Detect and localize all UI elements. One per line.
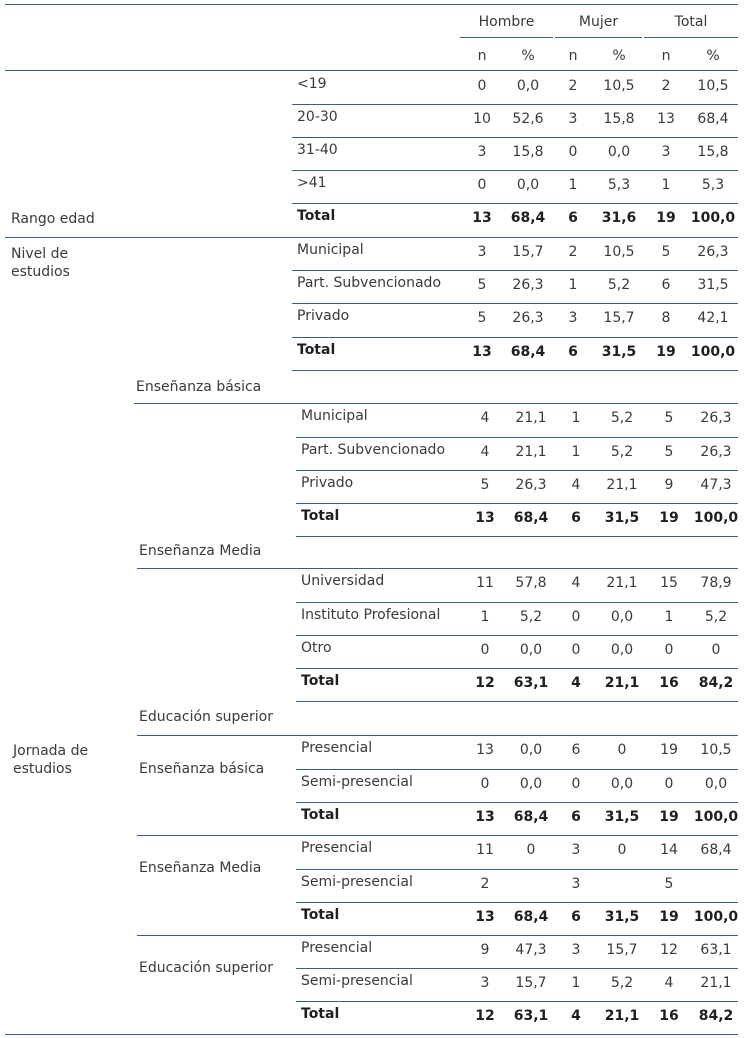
value-cell: 12 — [475, 675, 495, 691]
value-cell: 100,0 — [690, 210, 736, 226]
value-cell: 5 — [661, 244, 671, 260]
total-divider — [292, 370, 738, 371]
row-divider — [296, 869, 738, 870]
value-cell: 6 — [568, 210, 578, 226]
row-divider — [292, 203, 738, 204]
value-cell: 13 — [475, 909, 495, 925]
row-label: 31-40 — [297, 142, 338, 158]
value-cell: 15,8 — [697, 144, 729, 160]
value-cell: 0 — [477, 78, 487, 94]
total-label: Total — [297, 342, 336, 358]
row-divider — [296, 668, 738, 669]
subgroup-divider — [134, 403, 738, 404]
value-cell: 19 — [659, 909, 679, 925]
value-cell: 0,0 — [607, 144, 631, 160]
value-cell: 13 — [657, 111, 675, 127]
value-cell: 31,6 — [601, 210, 637, 226]
value-cell: 5,2 — [610, 444, 634, 460]
value-cell: 1 — [480, 609, 490, 625]
value-cell: 11 — [476, 842, 494, 858]
header-group-underline — [555, 37, 642, 38]
value-cell: 6 — [568, 344, 578, 360]
row-divider — [296, 602, 738, 603]
value-cell: 5 — [664, 876, 674, 892]
value-cell: 47,3 — [515, 942, 547, 958]
value-cell: 5,2 — [607, 277, 631, 293]
value-cell: 3 — [568, 310, 578, 326]
value-cell: 3 — [571, 842, 581, 858]
header-subcolumn: % — [521, 48, 535, 64]
value-cell: 42,1 — [697, 310, 729, 326]
value-cell: 68,4 — [513, 510, 549, 526]
value-cell: 31,5 — [604, 909, 640, 925]
value-cell: 5,2 — [610, 975, 634, 991]
value-cell: 13 — [472, 210, 492, 226]
row-label: Semi-presencial — [301, 973, 413, 989]
value-cell: 26,3 — [697, 244, 729, 260]
value-cell: 0 — [664, 642, 674, 658]
value-cell: 21,1 — [604, 1008, 640, 1024]
row-label: Municipal — [301, 408, 368, 424]
subgroup-label: Enseñanza Media — [139, 860, 262, 876]
value-cell: 1 — [664, 609, 674, 625]
value-cell: 3 — [477, 244, 487, 260]
value-cell: 84,2 — [698, 1008, 734, 1024]
value-cell: 5 — [664, 410, 674, 426]
value-cell: 9 — [664, 477, 674, 493]
section-label: Jornada de estudios — [13, 743, 89, 777]
value-cell: 5 — [664, 444, 674, 460]
row-label: Semi-presencial — [301, 874, 413, 890]
value-cell: 8 — [661, 310, 671, 326]
value-cell: 31,5 — [604, 510, 640, 526]
subgroup-label: Educación superior — [139, 709, 273, 725]
value-cell: 4 — [571, 675, 581, 691]
value-cell: 19 — [656, 344, 676, 360]
row-label: Otro — [301, 640, 332, 656]
value-cell: 68,4 — [510, 344, 546, 360]
value-cell: 4 — [664, 975, 674, 991]
row-label: Privado — [301, 475, 354, 491]
row-divider — [292, 337, 738, 338]
subgroup-divider — [137, 835, 738, 836]
value-cell: 14 — [660, 842, 678, 858]
subgroup-label: Educación superior — [139, 960, 273, 976]
row-divider — [296, 635, 738, 636]
value-cell: 68,4 — [700, 842, 732, 858]
row-divider — [296, 503, 738, 504]
value-cell: 0 — [568, 144, 578, 160]
value-cell: 0 — [526, 842, 536, 858]
header-group: Hombre — [478, 14, 535, 30]
value-cell: 13 — [476, 742, 494, 758]
value-cell: 3 — [571, 876, 581, 892]
total-label: Total — [301, 1006, 340, 1022]
value-cell: 3 — [568, 111, 578, 127]
value-cell: 21,1 — [700, 975, 732, 991]
total-divider — [296, 536, 738, 537]
value-cell: 10 — [473, 111, 491, 127]
value-cell: 47,3 — [700, 477, 732, 493]
value-cell: 5,2 — [610, 410, 634, 426]
value-cell: 15,7 — [603, 310, 635, 326]
value-cell: 13 — [472, 344, 492, 360]
value-cell: 0 — [617, 742, 627, 758]
value-cell: 0,0 — [610, 776, 634, 792]
value-cell: 4 — [480, 410, 490, 426]
header-group-underline — [644, 37, 738, 38]
value-cell: 2 — [661, 78, 671, 94]
value-cell: 10,5 — [700, 742, 732, 758]
value-cell: 68,4 — [697, 111, 729, 127]
value-cell: 4 — [480, 444, 490, 460]
value-cell: 5,3 — [607, 177, 631, 193]
row-divider — [296, 470, 738, 471]
value-cell: 6 — [661, 277, 671, 293]
value-cell: 31,5 — [697, 277, 729, 293]
value-cell: 52,6 — [512, 111, 544, 127]
value-cell: 6 — [571, 742, 581, 758]
row-label: Presencial — [301, 840, 373, 856]
value-cell: 16 — [659, 1008, 679, 1024]
row-divider — [296, 769, 738, 770]
value-cell: 5,3 — [701, 177, 725, 193]
row-divider — [292, 303, 738, 304]
row-divider — [296, 802, 738, 803]
value-cell: 100,0 — [690, 344, 736, 360]
value-cell: 3 — [477, 144, 487, 160]
value-cell: 19 — [656, 210, 676, 226]
total-label: Total — [301, 907, 340, 923]
value-cell: 57,8 — [515, 575, 547, 591]
value-cell: 16 — [659, 675, 679, 691]
subgroup-label: Enseñanza Media — [139, 543, 262, 559]
value-cell: 0 — [477, 177, 487, 193]
row-label: >41 — [297, 175, 327, 191]
value-cell: 63,1 — [513, 675, 549, 691]
table-top-border — [5, 4, 738, 5]
value-cell: 2 — [568, 78, 578, 94]
value-cell: 0 — [711, 642, 721, 658]
value-cell: 0 — [480, 776, 490, 792]
value-cell: 0,0 — [704, 776, 728, 792]
value-cell: 5 — [477, 310, 487, 326]
value-cell: 63,1 — [513, 1008, 549, 1024]
row-divider — [292, 104, 738, 105]
value-cell: 21,1 — [606, 575, 638, 591]
value-cell: 4 — [571, 575, 581, 591]
header-subcolumn: n — [477, 48, 487, 64]
header-subcolumn: % — [612, 48, 626, 64]
row-label: Universidad — [301, 573, 385, 589]
header-subcolumn: % — [706, 48, 720, 64]
row-divider — [292, 270, 738, 271]
section-label: Nivel de estudios — [11, 246, 70, 280]
row-label: Part. Subvencionado — [297, 275, 442, 291]
total-label: Total — [301, 807, 340, 823]
value-cell: 6 — [571, 909, 581, 925]
value-cell: 5 — [477, 277, 487, 293]
value-cell: 15 — [660, 575, 678, 591]
subgroup-label: Enseñanza básica — [139, 761, 265, 777]
value-cell: 26,3 — [700, 410, 732, 426]
value-cell: 15,8 — [512, 144, 544, 160]
value-cell: 0 — [571, 609, 581, 625]
total-divider — [5, 237, 738, 238]
value-cell: 0,0 — [519, 642, 543, 658]
value-cell: 1 — [568, 277, 578, 293]
header-group: Mujer — [578, 14, 619, 30]
value-cell: 31,5 — [601, 344, 637, 360]
row-divider — [296, 902, 738, 903]
value-cell: 68,4 — [510, 210, 546, 226]
value-cell: 100,0 — [693, 510, 739, 526]
value-cell: 68,4 — [513, 809, 549, 825]
value-cell: 19 — [659, 809, 679, 825]
value-cell: 13 — [475, 510, 495, 526]
header-bottom-border — [5, 70, 738, 71]
value-cell: 2 — [480, 876, 490, 892]
value-cell: 0 — [664, 776, 674, 792]
total-divider — [296, 701, 738, 702]
value-cell: 78,9 — [700, 575, 732, 591]
row-label: Privado — [297, 308, 350, 324]
value-cell: 1 — [568, 177, 578, 193]
value-cell: 10,5 — [603, 244, 635, 260]
total-label: Total — [297, 208, 336, 224]
value-cell: 4 — [571, 1008, 581, 1024]
value-cell: 5,2 — [704, 609, 728, 625]
table-bottom-border — [5, 1034, 738, 1035]
row-label: 20-30 — [297, 109, 338, 125]
row-divider — [292, 170, 738, 171]
value-cell: 10,5 — [697, 78, 729, 94]
value-cell: 3 — [661, 144, 671, 160]
value-cell: 100,0 — [693, 909, 739, 925]
value-cell: 26,3 — [512, 277, 544, 293]
value-cell: 4 — [571, 477, 581, 493]
header-subcolumn: n — [661, 48, 671, 64]
row-divider — [296, 1001, 738, 1002]
header-group-underline — [460, 37, 553, 38]
value-cell: 11 — [476, 575, 494, 591]
value-cell: 12 — [660, 942, 678, 958]
row-label: Semi-presencial — [301, 774, 413, 790]
value-cell: 31,5 — [604, 809, 640, 825]
total-label: Total — [301, 673, 340, 689]
row-label: Part. Subvencionado — [301, 442, 446, 458]
value-cell: 21,1 — [606, 477, 638, 493]
row-label: Municipal — [297, 242, 364, 258]
value-cell: 2 — [568, 244, 578, 260]
row-label: Instituto Profesional — [301, 607, 441, 623]
value-cell: 0 — [571, 642, 581, 658]
value-cell: 12 — [475, 1008, 495, 1024]
section-label: Rango edad — [11, 211, 95, 227]
value-cell: 1 — [661, 177, 671, 193]
row-label: Presencial — [301, 940, 373, 956]
row-divider — [296, 437, 738, 438]
value-cell: 3 — [480, 975, 490, 991]
subgroup-label: Enseñanza básica — [136, 379, 262, 395]
value-cell: 0,0 — [516, 78, 540, 94]
value-cell: 21,1 — [515, 444, 547, 460]
value-cell: 15,8 — [603, 111, 635, 127]
value-cell: 0,0 — [516, 177, 540, 193]
value-cell: 0 — [617, 842, 627, 858]
value-cell: 100,0 — [693, 809, 739, 825]
subgroup-divider — [137, 568, 738, 569]
header-subcolumn: n — [568, 48, 578, 64]
value-cell: 26,3 — [700, 444, 732, 460]
value-cell: 63,1 — [700, 942, 732, 958]
value-cell: 15,7 — [512, 244, 544, 260]
value-cell: 15,7 — [515, 975, 547, 991]
value-cell: 21,1 — [604, 675, 640, 691]
value-cell: 15,7 — [606, 942, 638, 958]
row-label: Presencial — [301, 740, 373, 756]
total-label: Total — [301, 508, 340, 524]
value-cell: 5 — [480, 477, 490, 493]
value-cell: 26,3 — [515, 477, 547, 493]
value-cell: 1 — [571, 444, 581, 460]
value-cell: 6 — [571, 809, 581, 825]
value-cell: 0,0 — [610, 609, 634, 625]
value-cell: 68,4 — [513, 909, 549, 925]
value-cell: 13 — [475, 809, 495, 825]
value-cell: 3 — [571, 942, 581, 958]
value-cell: 6 — [571, 510, 581, 526]
value-cell: 0,0 — [519, 776, 543, 792]
subgroup-divider — [137, 735, 738, 736]
value-cell: 10,5 — [603, 78, 635, 94]
value-cell: 19 — [659, 510, 679, 526]
row-divider — [292, 137, 738, 138]
value-cell: 1 — [571, 975, 581, 991]
value-cell: 0 — [480, 642, 490, 658]
value-cell: 84,2 — [698, 675, 734, 691]
subgroup-divider — [137, 935, 738, 936]
row-divider — [296, 968, 738, 969]
value-cell: 9 — [480, 942, 490, 958]
value-cell: 0,0 — [610, 642, 634, 658]
value-cell: 26,3 — [512, 310, 544, 326]
value-cell: 21,1 — [515, 410, 547, 426]
value-cell: 5,2 — [519, 609, 543, 625]
value-cell: 19 — [660, 742, 678, 758]
header-group: Total — [674, 14, 708, 30]
row-label: <19 — [297, 76, 327, 92]
value-cell: 0,0 — [519, 742, 543, 758]
value-cell: 1 — [571, 410, 581, 426]
value-cell: 0 — [571, 776, 581, 792]
